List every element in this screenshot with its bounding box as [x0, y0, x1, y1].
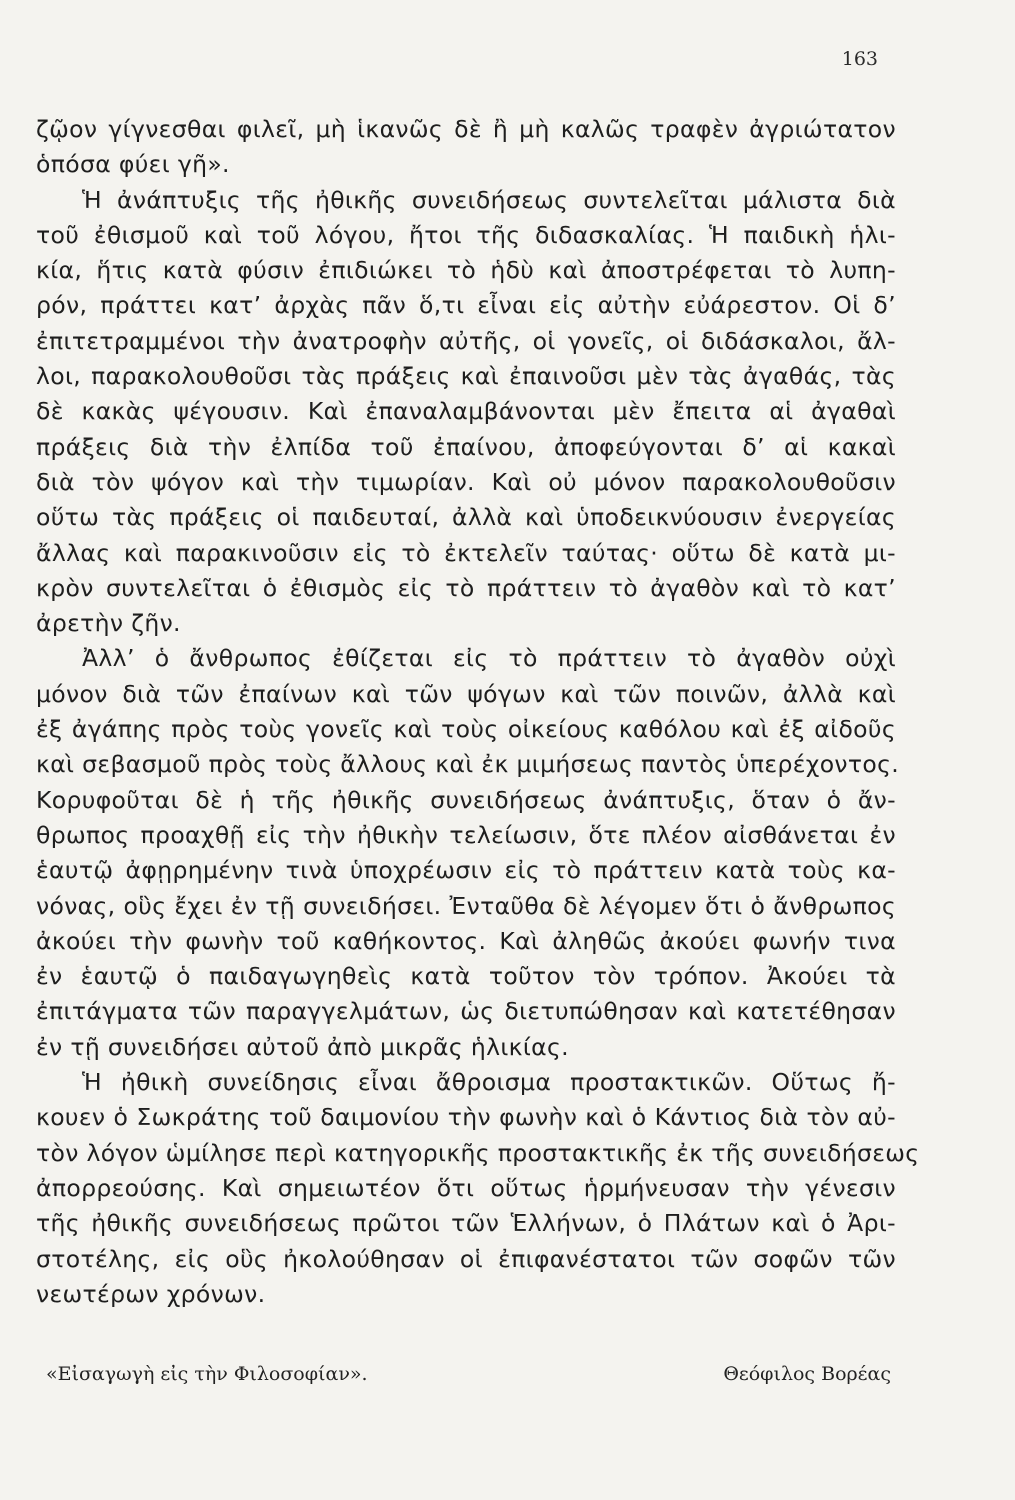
text-line: λοι, παρακολουθοῦσι τὰς πράξεις καὶ ἐπαινοῦσι μὲν τὰς ἀγαθάς, τὰς	[36, 362, 896, 391]
body-text	[36, 112, 920, 1312]
text-line: ὁπόσα φύει γῆ».	[36, 150, 230, 179]
text-line: δὲ κακὰς ψέγουσιν. Καὶ ἐπαναλαμβάνονται μὲν ἔπειτα αἱ ἀγαθαὶ	[36, 397, 896, 426]
text-line: ἐν τῇ συνειδήσει αὐτοῦ ἀπὸ μικρᾶς ἡλικίας.	[36, 1032, 569, 1061]
text-line: ἑαυτῷ ἀφῃρημένην τινὰ ὑποχρέωσιν εἰς τὸ πράττειν κατὰ τοὺς κα-	[36, 856, 896, 885]
text-line: νεωτέρων χρόνων.	[36, 1279, 266, 1308]
text-line: Ἡ ἀνάπτυξις τῆς ἠθικῆς συνειδήσεως συντελεῖται μάλιστα διὰ	[82, 185, 896, 214]
text-line: ἀκούει τὴν φωνὴν τοῦ καθήκοντος. Καὶ ἀληθῶς ἀκούει φωνήν τινα	[36, 926, 896, 955]
text-line: Ἡ ἠθικὴ συνείδησις εἶναι ἄθροισμα προστακτικῶν. Οὕτως ἤ-	[82, 1068, 896, 1097]
text-line: ἐν ἑαυτῷ ὁ παιδαγωγηθεὶς κατὰ τοῦτον τὸν τρόπον. Ἀκούει τὰ	[36, 962, 896, 991]
text-line: κουεν ὁ Σωκράτης τοῦ δαιμονίου τὴν φωνὴν καὶ ὁ Κάντιος διὰ τὸν αὐ-	[36, 1103, 896, 1132]
text-line: τῆς ἠθικῆς συνειδήσεως πρῶτοι τῶν Ἑλλήνων, ὁ Πλάτων καὶ ὁ Ἀρι-	[36, 1209, 896, 1238]
text-line: ἐπιτετραμμένοι τὴν ἀνατροφὴν αὐτῆς, οἱ γονεῖς, οἱ διδάσκαλοι, ἄλ-	[36, 326, 896, 355]
text-line: νόνας, οὓς ἔχει ἐν τῇ συνειδήσει. Ἐνταῦθα δὲ λέγομεν ὅτι ὁ ἄνθρωπος	[36, 891, 896, 920]
text-line: καὶ σεβασμοῦ πρὸς τοὺς ἄλλους καὶ ἐκ μιμήσεως παντὸς ὑπερέχοντος.	[36, 750, 900, 779]
text-line: ἄλλας καὶ παρακινοῦσιν εἰς τὸ ἐκτελεῖν ταύτας· οὕτω δὲ κατὰ μι-	[36, 538, 896, 567]
text-line: ζῷον γίγνεσθαι φιλεῖ, μὴ ἱκανῶς δὲ ἢ μὴ καλῶς τραφὲν ἀγριώτατον	[36, 115, 896, 143]
text-line: στοτέλης, εἰς οὓς ἠκολούθησαν οἱ ἐπιφανέστατοι τῶν σοφῶν τῶν	[36, 1244, 896, 1273]
text-line: διὰ τὸν ψόγον καὶ τὴν τιμωρίαν. Καὶ οὐ μόνον παρακολουθοῦσιν	[36, 467, 896, 496]
text-line: Κορυφοῦται δὲ ἡ τῆς ἠθικῆς συνειδήσεως ἀνάπτυξις, ὅταν ὁ ἄν-	[36, 785, 896, 814]
text-line: ἀπορρεούσης. Καὶ σημειωτέον ὅτι οὕτως ἡρμήνευσαν τὴν γένεσιν	[36, 1173, 896, 1202]
text-line: πράξεις διὰ τὴν ἐλπίδα τοῦ ἐπαίνου, ἀποφεύγονται δ’ αἱ κακαὶ	[36, 432, 896, 461]
text-line: οὕτω τὰς πράξεις οἱ παιδευταί, ἀλλὰ καὶ ὑποδεικνύουσιν ἐνεργείας	[36, 503, 896, 532]
text-line: ἀρετὴν ζῆν.	[36, 609, 181, 638]
page-number: 163	[841, 48, 878, 70]
text-line: τὸν λόγον ὡμίλησε περὶ κατηγορικῆς προστακτικῆς ἐκ τῆς συνειδήσεως	[36, 1138, 920, 1167]
text-line: Ἀλλ’ ὁ ἄνθρωπος ἐθίζεται εἰς τὸ πράττειν τὸ ἀγαθὸν οὐχὶ	[82, 644, 896, 673]
text-line: ρόν, πράττει κατ’ ἀρχὰς πᾶν ὅ,τι εἶναι εἰς αὐτὴν εὐάρεστον. Οἱ δ’	[36, 291, 896, 320]
author-name: Θεόφιλος Βορέας	[723, 1363, 891, 1385]
text-line: μόνον διὰ τῶν ἐπαίνων καὶ τῶν ψόγων καὶ τῶν ποινῶν, ἀλλὰ καὶ	[36, 679, 896, 708]
source-title: «Εἰσαγωγὴ εἰς τὴν Φιλοσοφίαν».	[46, 1363, 368, 1385]
text-line: ἐπιτάγματα τῶν παραγγελμάτων, ὡς διετυπώθησαν καὶ κατετέθησαν	[36, 997, 896, 1026]
text-line: κία, ἥτις κατὰ φύσιν ἐπιδιώκει τὸ ἡδὺ καὶ ἀποστρέφεται τὸ λυπη-	[36, 256, 896, 285]
text-line: τοῦ ἐθισμοῦ καὶ τοῦ λόγου, ἤτοι τῆς διδασκαλίας. Ἡ παιδικὴ ἡλι-	[36, 220, 896, 249]
text-line: κρὸν συντελεῖται ὁ ἐθισμὸς εἰς τὸ πράττειν τὸ ἀγαθὸν καὶ τὸ κατ’	[36, 573, 896, 602]
text-line: θρωπος προαχθῇ εἰς τὴν ἠθικὴν τελείωσιν, ὅτε πλέον αἰσθάνεται ἐν	[36, 820, 896, 849]
text-line: ἐξ ἀγάπης πρὸς τοὺς γονεῖς καὶ τοὺς οἰκείους καθόλου καὶ ἐξ αἰδοῦς	[36, 715, 896, 744]
